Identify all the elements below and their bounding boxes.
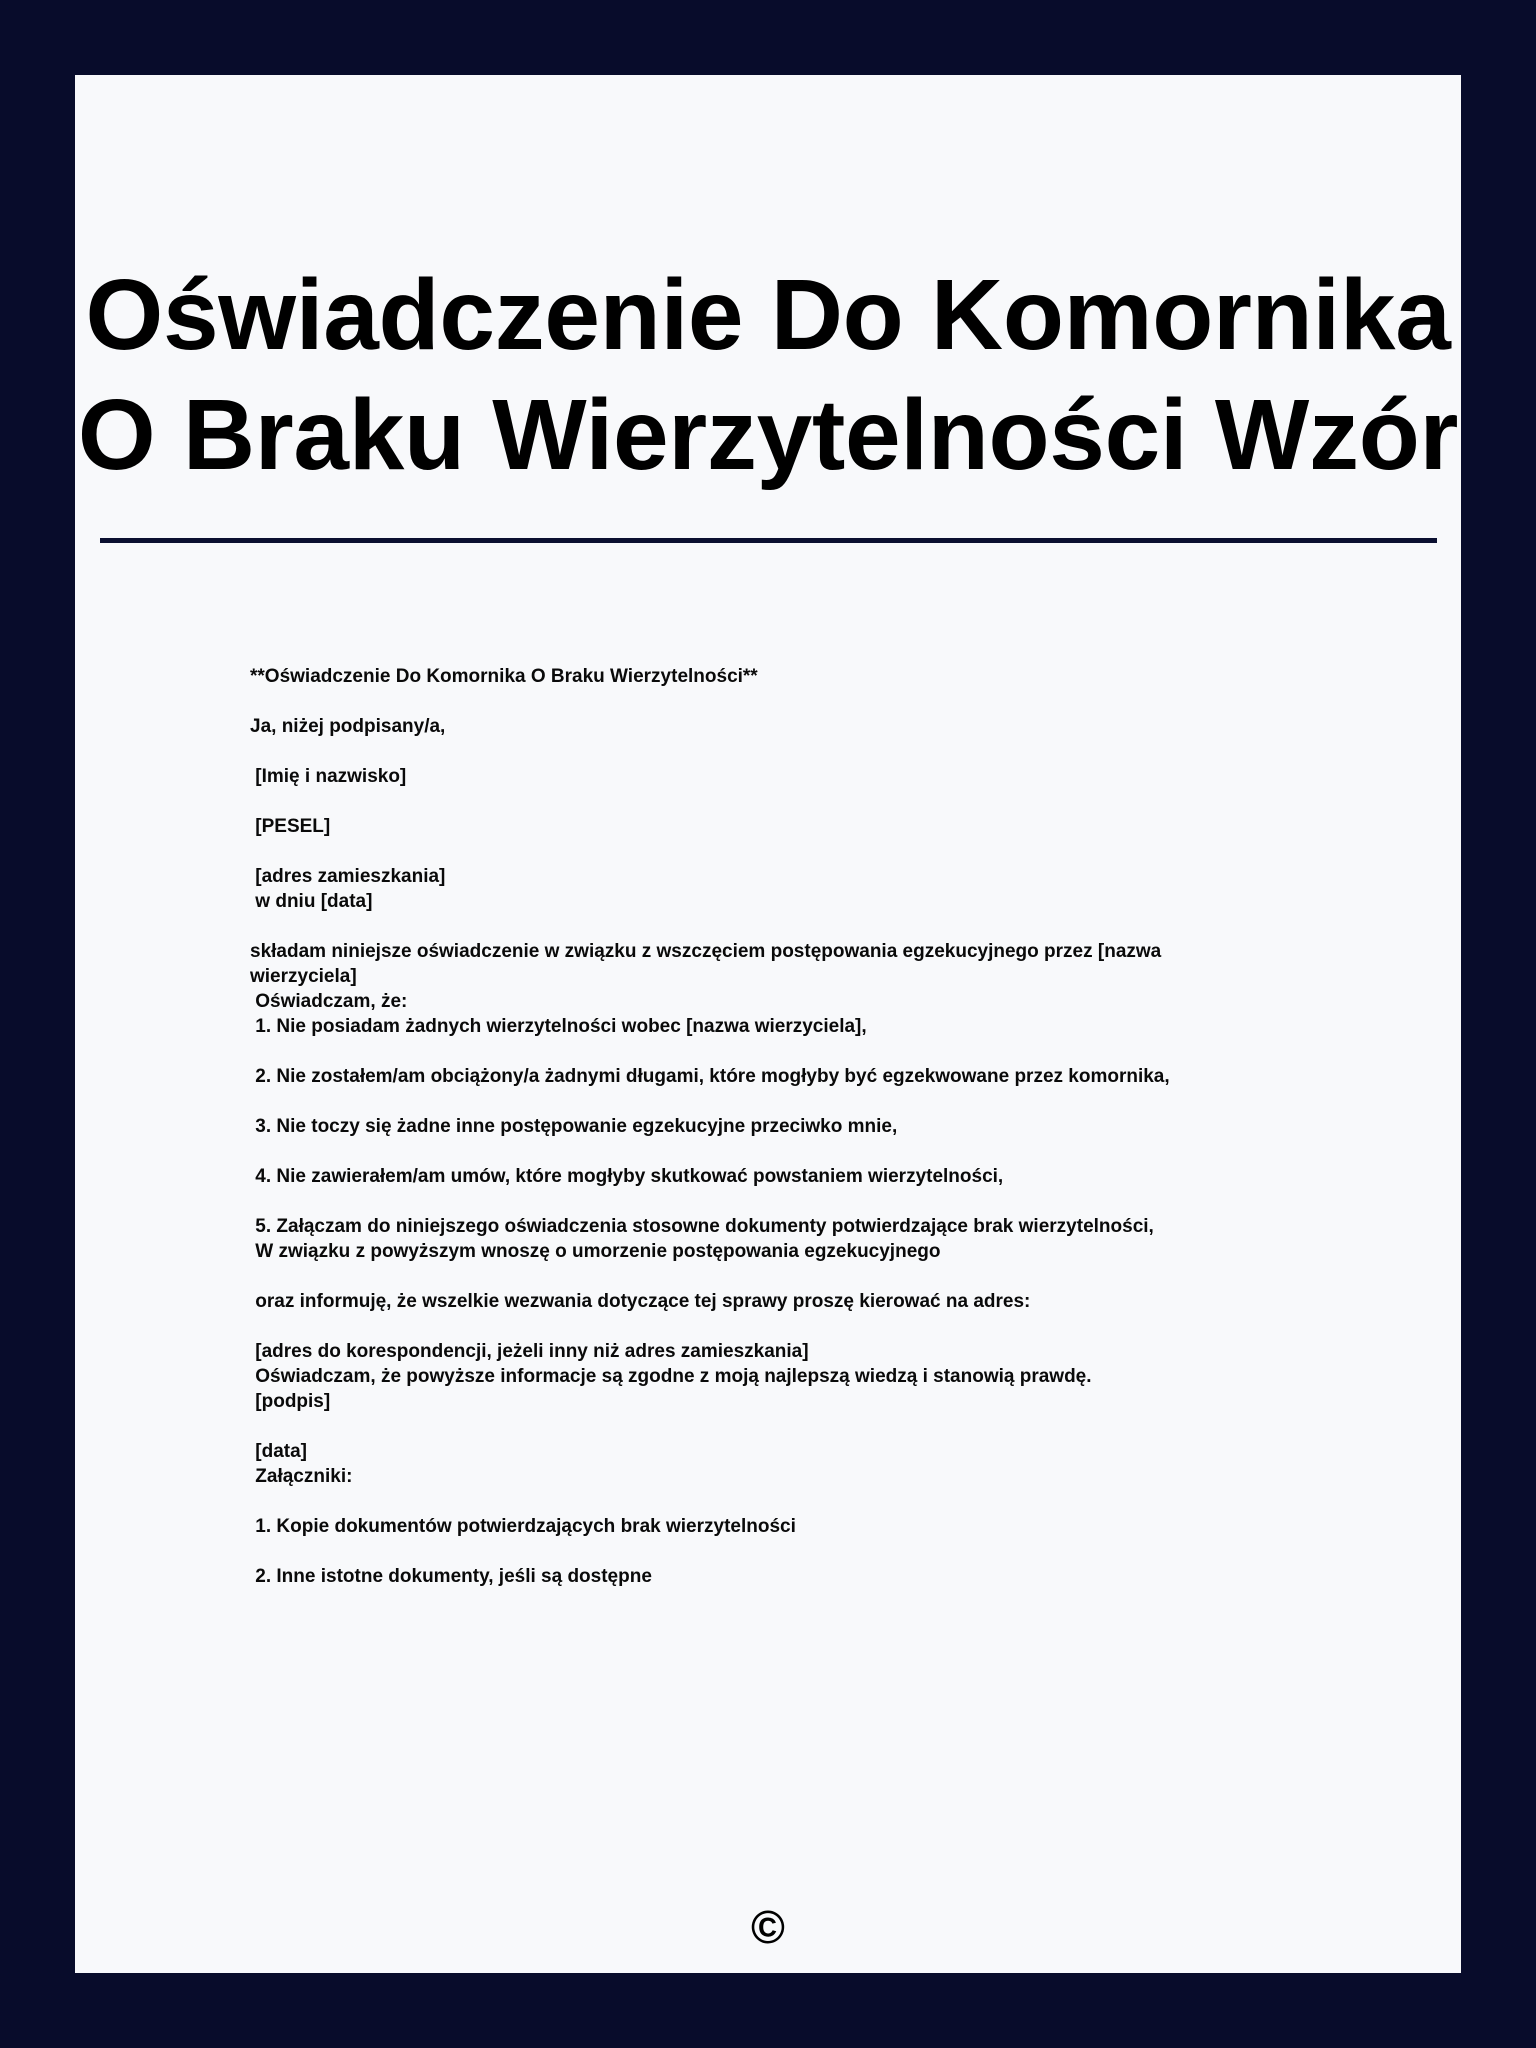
document-body bbox=[250, 664, 1240, 1589]
blank-line bbox=[250, 689, 1240, 714]
attachment-item-2: 2. Inne istotne dokumenty, jeśli są dostępne bbox=[250, 1566, 652, 1587]
blank-line bbox=[250, 789, 1240, 814]
title-divider bbox=[100, 538, 1437, 543]
list-item-5: 5. Załączam do niniejszego oświadczenia stosowne dokumenty potwierdzające brak wierzytelności, bbox=[250, 1216, 1154, 1237]
blank-line bbox=[250, 1089, 1240, 1114]
blank-line bbox=[250, 1489, 1240, 1514]
list-item-1: 1. Nie posiadam żadnych wierzytelności wobec [nazwa wierzyciela], bbox=[250, 1016, 867, 1037]
body-line-statement: składam niniejsze oświadczenie w związku z wszczęciem postępowania egzekucyjnego przez [nazwa bbox=[250, 941, 1162, 962]
page-title bbox=[75, 255, 1461, 495]
placeholder-date: w dniu [data] bbox=[250, 891, 373, 912]
blank-line bbox=[250, 1189, 1240, 1214]
list-item-3: 3. Nie toczy się żadne inne postępowanie egzekucyjne przeciwko mnie, bbox=[250, 1116, 898, 1137]
copyright-icon: © bbox=[751, 1901, 785, 1953]
attachments-heading: Załączniki: bbox=[250, 1466, 353, 1487]
body-line-request: W związku z powyższym wnoszę o umorzenie postępowania egzekucyjnego bbox=[250, 1241, 941, 1262]
placeholder-pesel: [PESEL] bbox=[250, 816, 331, 837]
title-line-2: O Braku Wierzytelności Wzór bbox=[77, 379, 1459, 491]
title-line-1: Oświadczenie Do Komornika bbox=[85, 259, 1451, 371]
body-line-intro: Ja, niżej podpisany/a, bbox=[250, 716, 446, 737]
placeholder-address: [adres zamieszkania] bbox=[250, 866, 446, 887]
blank-line bbox=[250, 1314, 1240, 1339]
body-heading: **Oświadczenie Do Komornika O Braku Wierzytelności** bbox=[250, 666, 758, 687]
attachment-item-1: 1. Kopie dokumentów potwierdzających brak wierzytelności bbox=[250, 1516, 796, 1537]
body-line-inform: oraz informuję, że wszelkie wezwania dotyczące tej sprawy proszę kierować na adres: bbox=[250, 1291, 1031, 1312]
placeholder-correspondence-address: [adres do korespondencji, jeżeli inny niż adres zamieszkania] bbox=[250, 1341, 809, 1362]
blank-line bbox=[250, 914, 1240, 939]
body-line-statement-cont: wierzyciela] bbox=[250, 966, 357, 987]
list-item-4: 4. Nie zawierałem/am umów, które mogłyby skutkować powstaniem wierzytelności, bbox=[250, 1166, 1004, 1187]
blank-line bbox=[250, 1539, 1240, 1564]
blank-line bbox=[250, 1414, 1240, 1439]
body-line-truth: Oświadczam, że powyższe informacje są zgodne z moją najlepszą wiedzą i stanowią prawdę. bbox=[250, 1366, 1092, 1387]
placeholder-signature: [podpis] bbox=[250, 1391, 331, 1412]
body-line-declare: Oświadczam, że: bbox=[250, 991, 408, 1012]
placeholder-sign-date: [data] bbox=[250, 1441, 307, 1462]
placeholder-name: [Imię i nazwisko] bbox=[250, 766, 407, 787]
blank-line bbox=[250, 1039, 1240, 1064]
blank-line bbox=[250, 839, 1240, 864]
blank-line bbox=[250, 1264, 1240, 1289]
document-page bbox=[75, 75, 1461, 1973]
blank-line bbox=[250, 1139, 1240, 1164]
list-item-2: 2. Nie zostałem/am obciążony/a żadnymi długami, które mogłyby być egzekwowane przez komornika, bbox=[250, 1066, 1170, 1087]
blank-line bbox=[250, 739, 1240, 764]
